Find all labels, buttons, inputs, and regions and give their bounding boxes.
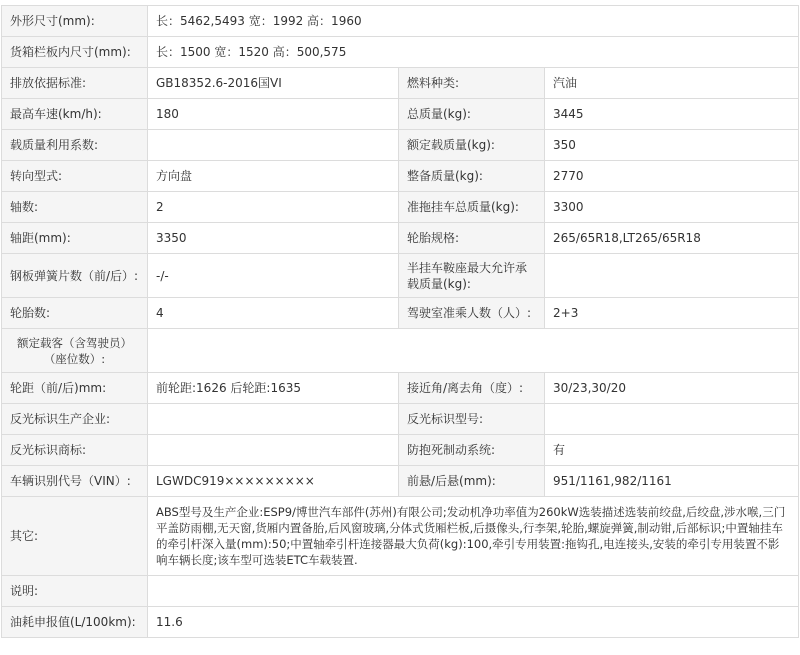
spec-label: 额定载客（含驾驶员）（座位数）: [2, 329, 148, 373]
table-row [2, 329, 799, 373]
spec-value: 长：1500 宽：1520 高：500,575 [148, 37, 799, 68]
spec-value: 3350 [148, 223, 399, 254]
spec-value: 方向盘 [148, 161, 399, 192]
spec-label: 载质量利用系数: [2, 130, 148, 161]
spec-value [148, 576, 799, 607]
table-row [2, 68, 799, 99]
spec-value: 4 [148, 298, 399, 329]
table-row [2, 254, 799, 298]
table-row [2, 298, 799, 329]
spec-value [148, 329, 799, 373]
spec-value [148, 435, 399, 466]
table-row [2, 99, 799, 130]
spec-value: 3445 [545, 99, 799, 130]
spec-label: 其它: [2, 497, 148, 576]
spec-value: 2 [148, 192, 399, 223]
spec-label: 燃料种类: [399, 68, 545, 99]
spec-label: 反光标识商标: [2, 435, 148, 466]
spec-label: 车辆识别代号（VIN）: [2, 466, 148, 497]
vehicle-spec-table [1, 5, 799, 638]
spec-value: LGWDC919××××××××× [148, 466, 399, 497]
spec-value [545, 404, 799, 435]
table-row [2, 161, 799, 192]
spec-value: -/- [148, 254, 399, 298]
spec-label: 额定载质量(kg): [399, 130, 545, 161]
spec-value: 2770 [545, 161, 799, 192]
spec-value: 11.6 [148, 607, 799, 638]
spec-label: 驾驶室准乘人数（人）: [399, 298, 545, 329]
spec-label: 轴距(mm): [2, 223, 148, 254]
spec-label: 半挂车鞍座最大允许承载质量(kg): [399, 254, 545, 298]
spec-value: 3300 [545, 192, 799, 223]
table-row [2, 466, 799, 497]
spec-label: 油耗申报值(L/100km): [2, 607, 148, 638]
spec-label: 钢板弹簧片数（前/后）: [2, 254, 148, 298]
table-row [2, 373, 799, 404]
table-row [2, 576, 799, 607]
table-row [2, 130, 799, 161]
spec-label: 轮胎数: [2, 298, 148, 329]
spec-label: 总质量(kg): [399, 99, 545, 130]
table-row [2, 607, 799, 638]
spec-label: 排放依据标准: [2, 68, 148, 99]
spec-value: 265/65R18,LT265/65R18 [545, 223, 799, 254]
spec-value: 180 [148, 99, 399, 130]
spec-label: 转向型式: [2, 161, 148, 192]
spec-value: 汽油 [545, 68, 799, 99]
table-row [2, 497, 799, 576]
spec-label: 轴数: [2, 192, 148, 223]
spec-value [148, 130, 399, 161]
spec-value: GB18352.6-2016国VI [148, 68, 399, 99]
spec-label: 货箱栏板内尺寸(mm): [2, 37, 148, 68]
spec-label: 准拖挂车总质量(kg): [399, 192, 545, 223]
spec-value: 长：5462,5493 宽：1992 高：1960 [148, 6, 799, 37]
table-row [2, 223, 799, 254]
spec-label: 说明: [2, 576, 148, 607]
table-row [2, 404, 799, 435]
table-row [2, 435, 799, 466]
spec-value: 350 [545, 130, 799, 161]
spec-label: 最高车速(km/h): [2, 99, 148, 130]
spec-value [148, 404, 399, 435]
spec-value: 前轮距:1626 后轮距:1635 [148, 373, 399, 404]
spec-label: 轮胎规格: [399, 223, 545, 254]
spec-value: ABS型号及生产企业:ESP9/博世汽车部件(苏州)有限公司;发动机净功率值为260kW选装描述选装前绞盘,后绞盘,涉水喉,三门平盖防雨棚,无天窗,货厢内置备胎,后风窗玻璃,分体式货厢栏板,后摄像头,行李架,轮胎,螺旋弹簧,制动钳,后部标识;中置轴挂车的牵引杆深入量(mm):50;中置轴牵引杆连接器最大负荷(kg):100,牵引专用装置:拖钩孔,电连接头,安装的牵引专用装置不影响车辆长度;该车型可选装ETC车载装置. [148, 497, 799, 576]
table-row [2, 6, 799, 37]
spec-label: 整备质量(kg): [399, 161, 545, 192]
spec-value: 951/1161,982/1161 [545, 466, 799, 497]
spec-label: 接近角/离去角（度）: [399, 373, 545, 404]
spec-label: 轮距（前/后)mm: [2, 373, 148, 404]
spec-label: 防抱死制动系统: [399, 435, 545, 466]
spec-label: 反光标识生产企业: [2, 404, 148, 435]
spec-label: 反光标识型号: [399, 404, 545, 435]
spec-value [545, 254, 799, 298]
table-row [2, 192, 799, 223]
spec-label: 前悬/后悬(mm): [399, 466, 545, 497]
spec-label: 外形尺寸(mm): [2, 6, 148, 37]
spec-value: 有 [545, 435, 799, 466]
spec-value: 30/23,30/20 [545, 373, 799, 404]
table-row [2, 37, 799, 68]
spec-value: 2+3 [545, 298, 799, 329]
